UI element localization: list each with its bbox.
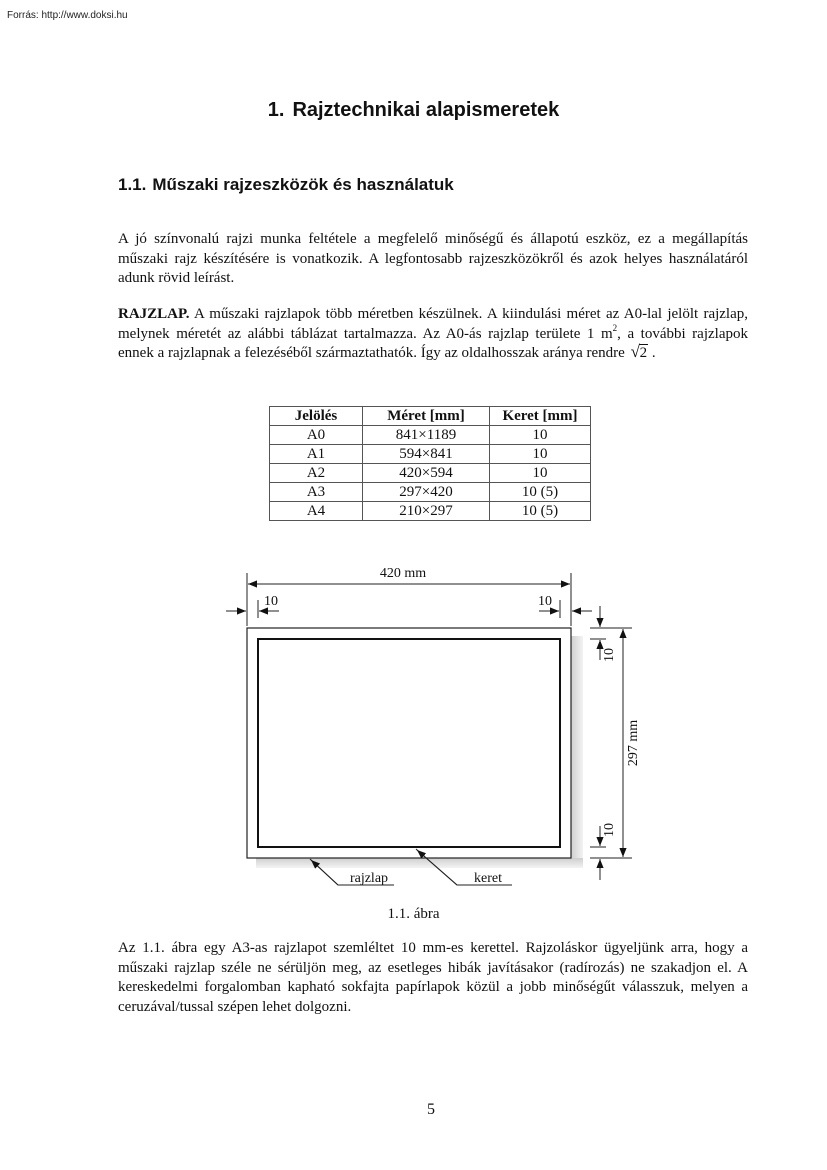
superscript-2: 2 [612, 322, 618, 333]
right-margin-label: 10 [538, 594, 552, 609]
header-size: Méret [mm] [363, 407, 490, 426]
chapter-title: Rajztechnikai alapismeretek [292, 99, 560, 121]
sheet-shadow-right [571, 636, 583, 868]
width-label: 420 mm [379, 566, 427, 581]
chapter-number: 1. [267, 99, 285, 121]
rajzlap-text-1: A műszaki rajzlapok több méretben készülnek. A kiindulási méret az A0-lal jelölt rajzlap, melynek méretét az alábbi táblázat tartalmazza. Az A0-ás rajzlap területe 1 m [118, 306, 748, 342]
rajzlap-lead: RAJZLAP. [118, 306, 190, 322]
cell-frame: 10 (5) [490, 502, 591, 521]
cell-size: 841×1189 [363, 426, 490, 445]
intro-paragraph: A jó színvonalú rajzi munka feltétele a megfelelő minőségű és állapotú eszköz, ez a megállapítás műszaki rajz készítésére is vonatkozik. A legfontosabb rajzeszközökről és azok helyes használatáról adunk rövid leírást. [118, 231, 748, 286]
drawing-frame [258, 639, 560, 847]
header-frame: Keret [mm] [490, 407, 591, 426]
cell-frame: 10 [490, 445, 591, 464]
section-title: Műszaki rajzeszközök és használatuk [152, 175, 454, 194]
callout-label-sheet: rajzlap [349, 871, 389, 886]
radical-sign-icon: √ [630, 342, 640, 361]
source-line: Forrás: http://www.doksi.hu [7, 10, 128, 21]
cell-size: 210×297 [363, 502, 490, 521]
cell-frame: 10 (5) [490, 483, 591, 502]
cell-designation: A2 [270, 464, 363, 483]
header-designation: Jelölés [270, 407, 363, 426]
cell-size: 594×841 [363, 445, 490, 464]
cell-designation: A0 [270, 426, 363, 445]
top-margin-label: 10 [602, 648, 617, 662]
cell-size: 420×594 [363, 464, 490, 483]
bottom-margin-label: 10 [602, 823, 617, 837]
rajzlap-text-2: , a további rajzlapok ennek a rajzlapnak a felezéséből származtathatók. Így az oldalhosszak aránya rendre [118, 325, 748, 361]
cell-size: 297×420 [363, 483, 490, 502]
page-number: 5 [427, 1101, 435, 1118]
cell-designation: A1 [270, 445, 363, 464]
figure-caption: 1.1. ábra [387, 906, 440, 922]
square-root-argument: 2 [639, 345, 648, 361]
callout-label-frame: keret [474, 871, 502, 886]
rajzlap-text-3: . [648, 345, 656, 361]
section-number: 1.1. [118, 175, 147, 194]
figure-description-paragraph: Az 1.1. ábra egy A3-as rajzlapot szemléltet 10 mm-es kerettel. Rajzoláskor ügyeljünk arra, hogy a műszaki rajzlap széle ne sérüljön meg, az esetleges hibák javításakor (radírozás) ne szakadjon el. A kereskedelmi forgalomban kapható sokfajta papírlapok közül a jobb minőségűt válasszuk, melyen a ceruzával/tussal szépen lehet dolgozni. [118, 940, 748, 1015]
sheet-shadow-bottom [256, 858, 583, 868]
left-margin-label: 10 [264, 594, 278, 609]
cell-designation: A4 [270, 502, 363, 521]
cell-frame: 10 [490, 464, 591, 483]
cell-designation: A3 [270, 483, 363, 502]
cell-frame: 10 [490, 426, 591, 445]
height-label: 297 mm [626, 719, 641, 767]
